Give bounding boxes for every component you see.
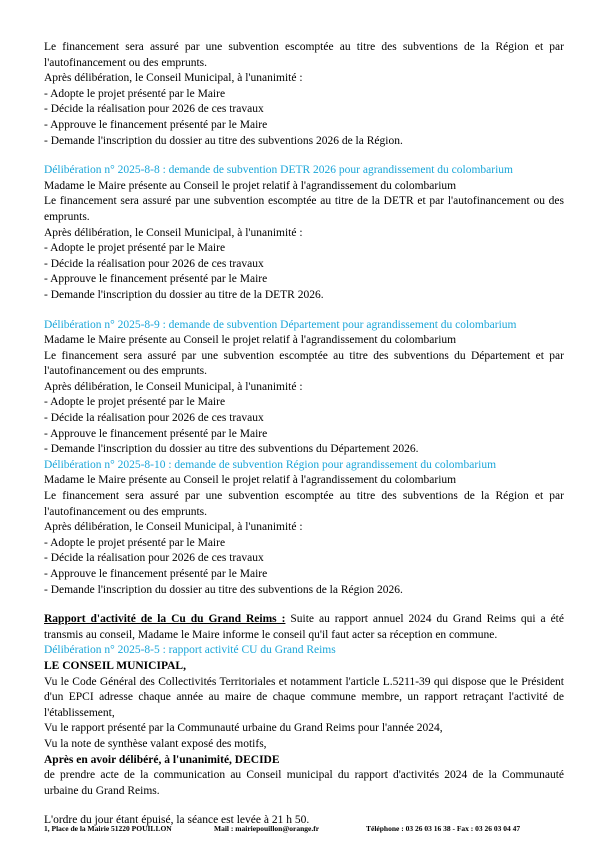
list-item: - Demande l'inscription du dossier au titre des subventions du Département 2026. — [44, 443, 419, 456]
deliberation-heading: Délibération n° 2025-8-9 : demande de subvention Département pour agrandissement du colombarium — [44, 318, 517, 331]
decision-heading: Après en avoir délibéré, à l'unanimité, DECIDE — [44, 753, 280, 766]
list-item: - Approuve le financement présenté par le Maire — [44, 427, 268, 440]
rapport-activite — [44, 612, 564, 799]
list-item: - Adopte le projet présenté par le Maire — [44, 396, 226, 409]
list-item: - Décide la réalisation pour 2026 de ces travaux — [44, 103, 264, 116]
deliberation-heading: Délibération n° 2025-8-10 : demande de subvention Région pour agrandissement du colombarium — [44, 458, 497, 471]
intro-text: Madame le Maire présente au Conseil le projet relatif à l'agrandissement du colombarium — [44, 334, 457, 347]
council-title: LE CONSEIL MUNICIPAL, — [44, 659, 186, 672]
footer-mail: Mail : mairiepouillon@orange.fr — [214, 824, 320, 833]
deliberation-region-2025-8-10 — [44, 458, 564, 598]
deliberation-departement — [44, 318, 564, 458]
list-item: - Adopte le projet présenté par le Maire — [44, 242, 226, 255]
deliberation-region-2025-8-7 — [44, 40, 564, 149]
vote-intro: Après délibération, le Conseil Municipal, à l'unanimité : — [44, 380, 303, 393]
financing-text: Le financement sera assuré par une subvention escomptée au titre des subventions du Département et par l'autofinancement ou des emprunts. — [44, 349, 564, 378]
list-item: - Adopte le projet présenté par le Maire — [44, 87, 226, 100]
deliberation-detr — [44, 163, 564, 303]
vu-paragraph: Vu le Code Général des Collectivités Territoriales et notamment l'article L.5211-39 qui dispose que le Président d'un EPCI adresse chaque année au maire de chaque commune membre, un rapport retraçant l'activité de l'établissement, — [44, 675, 564, 719]
list-item: - Demande l'inscription du dossier au titre des subventions de la Région 2026. — [44, 583, 403, 596]
footer-address: 1, Place de la Mairie 51220 POUILLON — [44, 824, 172, 833]
vu-paragraph: Vu le rapport présenté par la Communauté urbaine du Grand Reims pour l'année 2024, — [44, 722, 443, 735]
vu-paragraph: Vu la note de synthèse valant exposé des motifs, — [44, 737, 267, 750]
list-item: - Demande l'inscription du dossier au titre de la DETR 2026. — [44, 288, 324, 301]
list-item: - Adopte le projet présenté par le Maire — [44, 536, 226, 549]
rapport-title: Rapport d'activité de la Cu du Grand Reims : — [44, 613, 286, 626]
vote-intro: Après délibération, le Conseil Municipal, à l'unanimité : — [44, 226, 303, 239]
list-item: - Décide la réalisation pour 2026 de ces travaux — [44, 412, 264, 425]
intro-text: Madame le Maire présente au Conseil le projet relatif à l'agrandissement du colombarium — [44, 474, 457, 487]
list-item: - Approuve le financement présenté par le Maire — [44, 118, 268, 131]
footer-phone: Téléphone : 03 26 03 16 38 - Fax : 03 26 03 04 47 — [366, 824, 521, 833]
intro-text: Madame le Maire présente au Conseil le projet relatif à l'agrandissement du colombarium — [44, 179, 457, 192]
financing-text: Le financement sera assuré par une subvention escomptée au titre des subventions de la Région et par l'autofinancement ou des emprunts. — [44, 41, 564, 69]
list-item: - Décide la réalisation pour 2026 de ces travaux — [44, 552, 264, 565]
list-item: - Approuve le financement présenté par le Maire — [44, 273, 268, 286]
rapport-paragraph — [44, 612, 564, 643]
list-item: - Demande l'inscription du dossier au titre des subventions 2026 de la Région. — [44, 134, 403, 147]
financing-text: Le financement sera assuré par une subvention escomptée au titre de la DETR et par l'autofinancement ou des emprunts. — [44, 195, 564, 223]
deliberation-heading: Délibération n° 2025-8-8 : demande de subvention DETR 2026 pour agrandissement du colombarium — [44, 164, 513, 177]
closing-statement: L'ordre du jour étant épuisé, la séance est levée à 21 h 50. — [44, 814, 310, 827]
vote-intro: Après délibération, le Conseil Municipal, à l'unanimité : — [44, 521, 303, 534]
decision-text: de prendre acte de la communication au Conseil municipal du rapport d'activités 2024 de la Communauté urbaine du Grand Reims. — [44, 769, 564, 797]
list-item: - Approuve le financement présenté par le Maire — [44, 568, 268, 580]
list-item: - Décide la réalisation pour 2026 de ces travaux — [44, 257, 264, 270]
vote-intro: Après délibération, le Conseil Municipal, à l'unanimité : — [44, 72, 303, 85]
financing-text: Le financement sera assuré par une subvention escomptée au titre des subventions de la Région et par l'autofinancement ou des emprunts. — [44, 490, 564, 518]
deliberation-heading: Délibération n° 2025-8-5 : rapport activité CU du Grand Reims — [44, 644, 336, 657]
document-page — [44, 40, 564, 829]
rapport-text: Suite au rapport annuel 2024 du Grand Reims qui a été transmis au conseil, Madame le Maire informe le conseil qu'il faut acter sa réception en commune. — [44, 613, 564, 641]
